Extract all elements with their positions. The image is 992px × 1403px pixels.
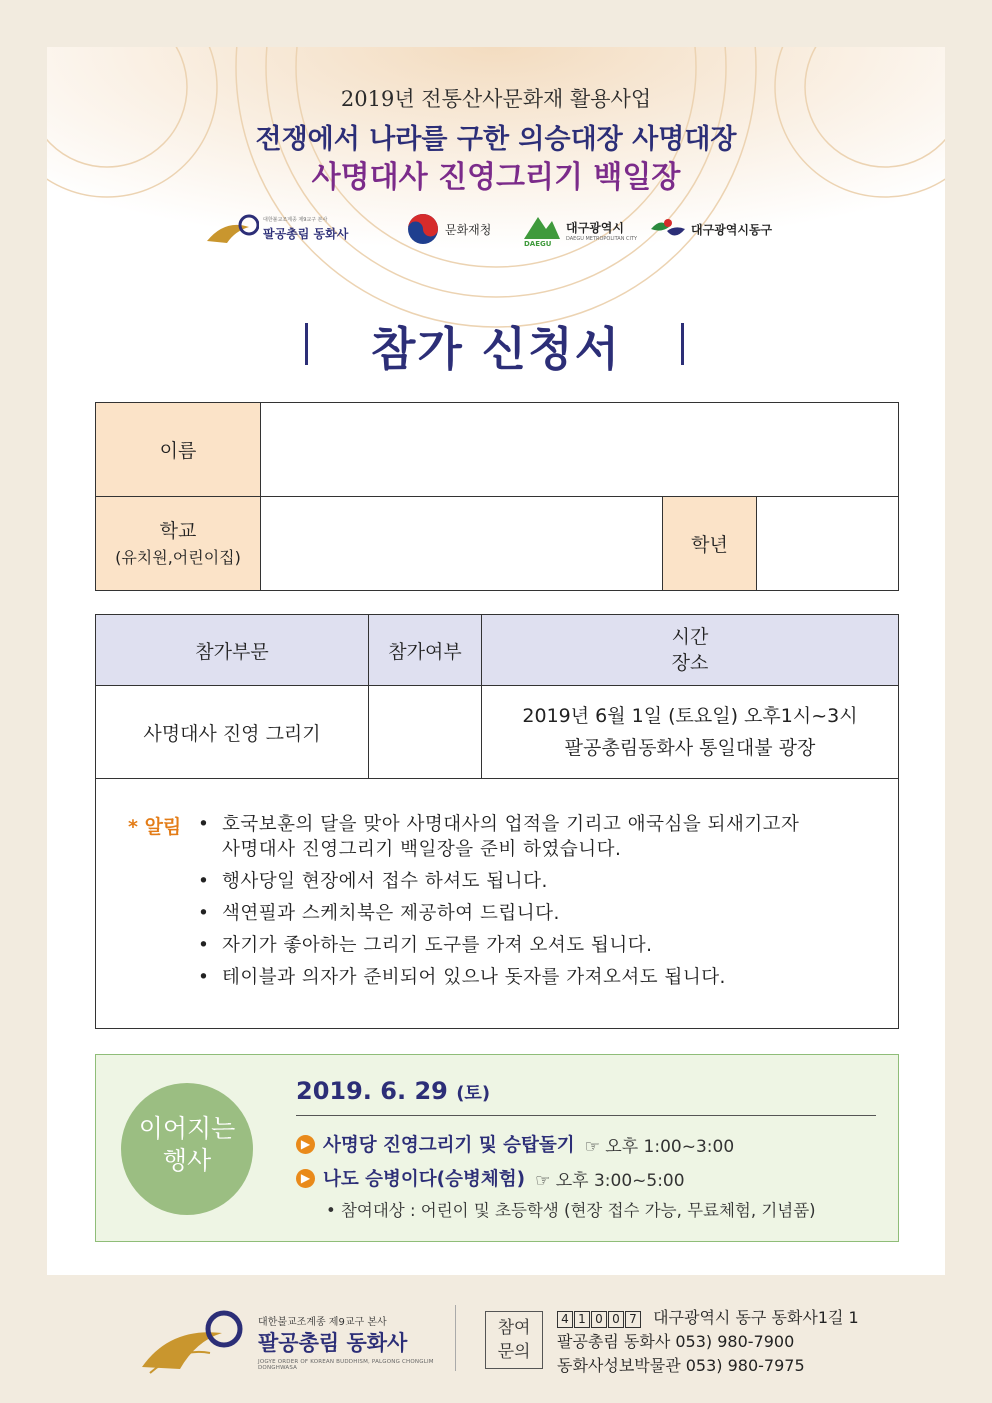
footer-temple-logo bbox=[140, 1297, 460, 1377]
event-date-wrap bbox=[296, 1077, 490, 1105]
donggu-logo-name: 대구광역시동구 bbox=[691, 222, 773, 237]
temple-logo bbox=[205, 207, 348, 251]
daegu-tag: DAEGU bbox=[524, 240, 552, 248]
notice-label-wrap bbox=[128, 812, 181, 839]
donggu-emblem-icon bbox=[649, 215, 687, 243]
notice-item: • 테이블과 의자가 준비되어 있으나 돗자를 가져오셔도 됩니다. bbox=[198, 965, 868, 990]
daegu-logo-name: 대구광역시 bbox=[566, 220, 624, 235]
notice-item-text: 사명대사 진영그리기 백일장을 준비 하였습니다. bbox=[222, 839, 622, 860]
inquiry-box bbox=[485, 1311, 543, 1369]
school-sublabel: (유치원,어린이집) bbox=[115, 547, 241, 567]
header-time-place bbox=[482, 615, 899, 686]
event-datetime: 2019년 6월 1일 (토요일) 오후1시~3시 bbox=[522, 705, 858, 727]
school-label: 학교 bbox=[159, 519, 197, 542]
zip-digit: 1 bbox=[574, 1311, 590, 1328]
donggu-logo bbox=[649, 207, 772, 251]
event-item-time: ☞ 오후 1:00~3:00 bbox=[584, 1136, 735, 1157]
inquiry-line1: 참여 bbox=[497, 1318, 531, 1338]
zip-digit: 7 bbox=[625, 1311, 641, 1328]
schedule-table bbox=[95, 614, 899, 779]
grade-field[interactable] bbox=[757, 497, 899, 591]
footer-org-en: JOGYE ORDER OF KOREAN BUDDHISM, PALGONG CHONGLIM DONGHWASA bbox=[258, 1359, 434, 1371]
footer-address-line bbox=[557, 1305, 859, 1328]
badge-line1: 이어지는 bbox=[138, 1114, 236, 1143]
footer bbox=[0, 1275, 992, 1403]
notice-box bbox=[95, 778, 899, 1029]
event-item bbox=[296, 1131, 734, 1157]
event-item-time: ☞ 오후 3:00~5:00 bbox=[535, 1170, 685, 1191]
zip-code bbox=[557, 1311, 642, 1328]
event-subtitle: 전쟁에서 나라를 구한 의승대장 사명대장 bbox=[255, 124, 737, 155]
event-place: 팔공총림동화사 통일대불 광장 bbox=[564, 737, 816, 759]
temple-emblem-icon bbox=[140, 1297, 250, 1377]
notice-item: • 색연필과 스케치북은 제공하여 드립니다. bbox=[198, 901, 868, 926]
footer-phone1: 팔공총림 동화사 053) 980-7900 bbox=[557, 1332, 795, 1351]
title-bar-right bbox=[681, 323, 684, 365]
daegu-logo-en: DAEGU METROPOLITAN CITY bbox=[566, 235, 638, 242]
arrow-right-icon: ▶ bbox=[296, 1169, 315, 1188]
arrow-right-icon: ▶ bbox=[296, 1135, 315, 1154]
footer-divider bbox=[455, 1305, 456, 1371]
cha-logo-name: 문화재청 bbox=[445, 222, 492, 237]
header-division: 참가부문 bbox=[96, 615, 369, 686]
temple-emblem-icon bbox=[205, 209, 259, 249]
zip-digit: 0 bbox=[591, 1311, 607, 1328]
event-item-name: 사명당 진영그리기 및 승탑돌기 bbox=[323, 1135, 575, 1156]
applicant-table bbox=[95, 402, 899, 591]
footer-address: 대구광역시 동구 동화사1길 1 bbox=[653, 1308, 859, 1327]
name-field[interactable] bbox=[261, 403, 899, 497]
event-divider bbox=[296, 1115, 876, 1116]
badge-line2: 행사 bbox=[162, 1146, 212, 1175]
notice-item: • 행사당일 현장에서 접수 하셔도 됩니다. bbox=[198, 869, 868, 894]
zip-digit: 4 bbox=[557, 1311, 573, 1328]
taeguk-icon bbox=[407, 213, 439, 245]
event-item bbox=[296, 1165, 685, 1191]
form-title: 참가 신청서 bbox=[370, 322, 622, 376]
event-day: (토) bbox=[456, 1083, 491, 1104]
footer-org-small: 대한불교조계종 제9교구 본사 bbox=[258, 1317, 387, 1328]
header-place: 장소 bbox=[671, 652, 709, 674]
poster-sheet bbox=[47, 47, 945, 1275]
temple-logo-small: 대한불교조계종 제9교구 본사 bbox=[263, 217, 328, 223]
project-subtitle: 2019년 전통산사문화재 활용사업 bbox=[340, 87, 652, 111]
school-field[interactable] bbox=[261, 497, 663, 591]
notice-label: 알림 bbox=[144, 816, 182, 838]
following-event-badge bbox=[121, 1083, 253, 1215]
sponsor-logos bbox=[47, 207, 945, 251]
zip-digit: 0 bbox=[608, 1311, 624, 1328]
grade-label: 학년 bbox=[663, 497, 757, 591]
notice-item: • 자기가 좋아하는 그리기 도구를 가져 오셔도 됩니다. bbox=[198, 933, 868, 958]
event-title: 사명대사 진영그리기 백일장 bbox=[311, 160, 681, 195]
cha-logo bbox=[407, 207, 491, 251]
event-item-name: 나도 승병이다(승병체험) bbox=[323, 1169, 526, 1190]
division-cell: 사명대사 진영 그리기 bbox=[96, 686, 369, 779]
notice-item-text: 호국보훈의 달을 맞아 사명대사의 업적을 기리고 애국심을 되새기고자 bbox=[222, 814, 800, 835]
header-participation: 참가여부 bbox=[369, 615, 482, 686]
notice-star-icon: * bbox=[128, 816, 138, 838]
notice-item bbox=[198, 812, 868, 862]
daegu-logo bbox=[522, 207, 637, 251]
footer-phone2: 동화사성보박물관 053) 980-7975 bbox=[557, 1356, 805, 1375]
footer-org-name: 팔공총림 동화사 bbox=[258, 1331, 408, 1355]
event-target-note: • 참여대상 : 어린이 및 초등학생 (현장 접수 가능, 무료체험, 기념품) bbox=[326, 1201, 816, 1220]
time-place-cell bbox=[482, 686, 899, 779]
event-date: 2019. 6. 29 bbox=[296, 1077, 448, 1105]
following-event-box bbox=[95, 1054, 899, 1242]
name-label: 이름 bbox=[96, 403, 261, 497]
temple-logo-name: 팔공총림 동화사 bbox=[263, 227, 349, 241]
notice-list bbox=[198, 812, 868, 997]
inquiry-line2: 문의 bbox=[497, 1342, 531, 1362]
participation-field[interactable] bbox=[369, 686, 482, 779]
school-label-cell bbox=[96, 497, 261, 591]
header-time: 시간 bbox=[671, 626, 709, 648]
form-title-area bbox=[47, 313, 945, 383]
